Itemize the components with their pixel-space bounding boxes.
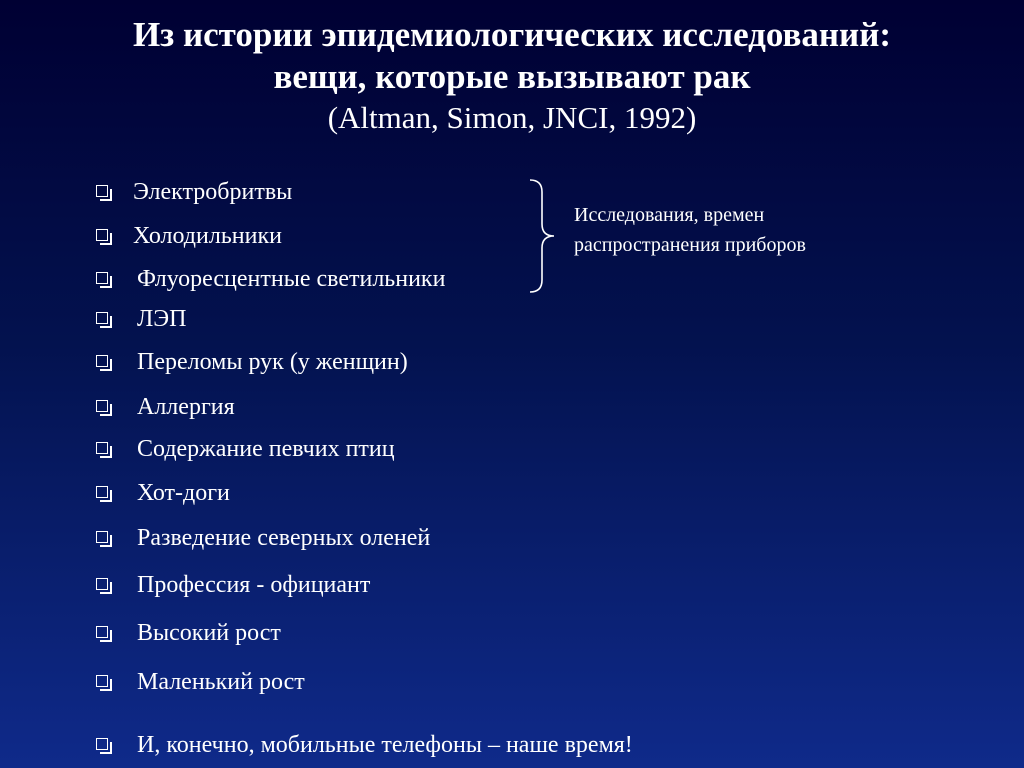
- curly-brace-icon: [526, 178, 560, 294]
- list-item-label: Хот-доги: [137, 480, 230, 506]
- list-item-label: И, конечно, мобильные телефоны – наше время!: [137, 732, 633, 758]
- checkbox-square-icon: [96, 229, 111, 244]
- list-item: [96, 262, 445, 296]
- bracket-note-line-2: распространения приборов: [574, 234, 806, 256]
- list-item: [96, 302, 186, 336]
- checkbox-square-icon: [96, 578, 111, 593]
- list-item: [96, 390, 235, 424]
- checkbox-square-icon: [96, 486, 111, 501]
- slide-subtitle: (Altman, Simon, JNCI, 1992): [327, 100, 697, 135]
- list-item: [96, 616, 281, 650]
- checkbox-square-icon: [96, 185, 111, 200]
- list-item-label: Разведение северных оленей: [137, 525, 431, 551]
- list-item-label: Флуоресцентные светильники: [137, 266, 446, 292]
- checkbox-square-icon: [96, 442, 111, 457]
- checkbox-square-icon: [96, 355, 111, 370]
- list-item-label: Аллергия: [137, 394, 235, 420]
- checkbox-square-icon: [96, 626, 111, 641]
- list-item: [96, 521, 430, 555]
- list-item: [96, 568, 370, 602]
- list-item-label: Высокий рост: [137, 620, 281, 646]
- bracket-note: [574, 200, 904, 260]
- list-item-label: Электробритвы: [133, 179, 293, 205]
- list-item: [96, 219, 282, 253]
- list-item-label: ЛЭП: [137, 306, 187, 332]
- list-item-label: Холодильники: [133, 223, 282, 249]
- bullet-list: [96, 0, 796, 768]
- list-item: [96, 432, 395, 466]
- checkbox-square-icon: [96, 531, 111, 546]
- slide-title-line-1: Из истории эпидемиологических исследований:: [132, 15, 892, 54]
- list-item: [96, 175, 292, 209]
- slide-title-line-2: вещи, которые вызывают рак: [273, 57, 751, 96]
- checkbox-square-icon: [96, 400, 111, 415]
- list-item-label: Маленький рост: [137, 669, 305, 695]
- list-item-label: Профессия - официант: [137, 572, 371, 598]
- list-item: [96, 665, 305, 699]
- list-item-label: Переломы рук (у женщин): [137, 349, 408, 375]
- list-item-label: Содержание певчих птиц: [137, 436, 395, 462]
- checkbox-square-icon: [96, 272, 111, 287]
- checkbox-square-icon: [96, 738, 111, 753]
- list-item: [96, 476, 230, 510]
- checkbox-square-icon: [96, 675, 111, 690]
- list-item: [96, 728, 633, 762]
- bracket-note-line-1: Исследования, времен: [574, 204, 765, 226]
- list-item: [96, 345, 408, 379]
- checkbox-square-icon: [96, 312, 111, 327]
